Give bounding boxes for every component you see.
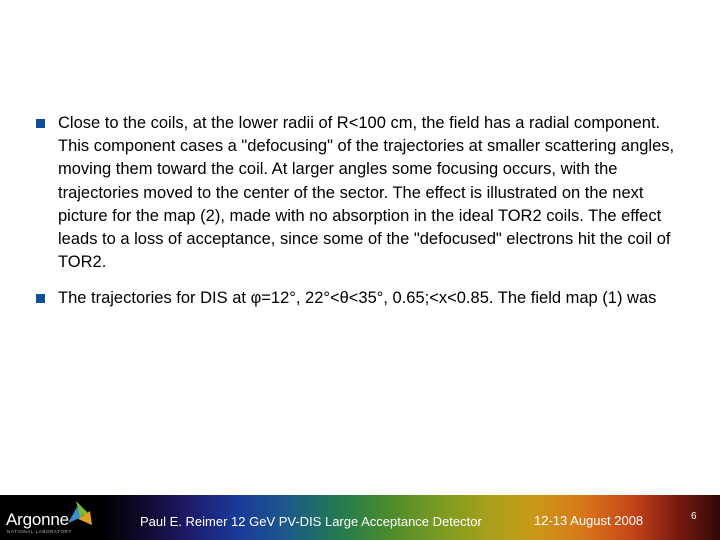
logo-subtext: NATIONAL LABORATORY bbox=[7, 529, 72, 534]
bullet-item bbox=[36, 287, 676, 310]
square-bullet-icon bbox=[36, 294, 45, 303]
bullet-item bbox=[36, 112, 676, 274]
logo-text: Argonne bbox=[6, 510, 69, 529]
slide-body bbox=[36, 112, 676, 311]
square-bullet-icon bbox=[36, 119, 45, 128]
bullet-text: Close to the coils, at the lower radii of R<100 cm, the field has a radial component. This component cases a "defocusing" of the trajectories at smaller scattering angles, moving them toward the coil. At larger angles some focusing occurs, with the trajectories moved to the center of the sector. The effect is illustrated on the next picture for the map (2), made with no absorption in the ideal TOR2 coils. The effect leads to a loss of acceptance, since some of the "defocused" electrons hit the coil of TOR2. bbox=[58, 114, 675, 272]
page-number: 6 bbox=[691, 511, 697, 522]
footer-title: Paul E. Reimer 12 GeV PV-DIS Large Acceptance Detector bbox=[140, 514, 482, 529]
footer-date: 12-13 August 2008 bbox=[534, 513, 644, 528]
bullet-text: The trajectories for DIS at φ=12°, 22°<θ<35°, 0.65;<x<0.85. The field map (1) was bbox=[58, 289, 657, 308]
argonne-triangle-icon bbox=[64, 497, 94, 527]
